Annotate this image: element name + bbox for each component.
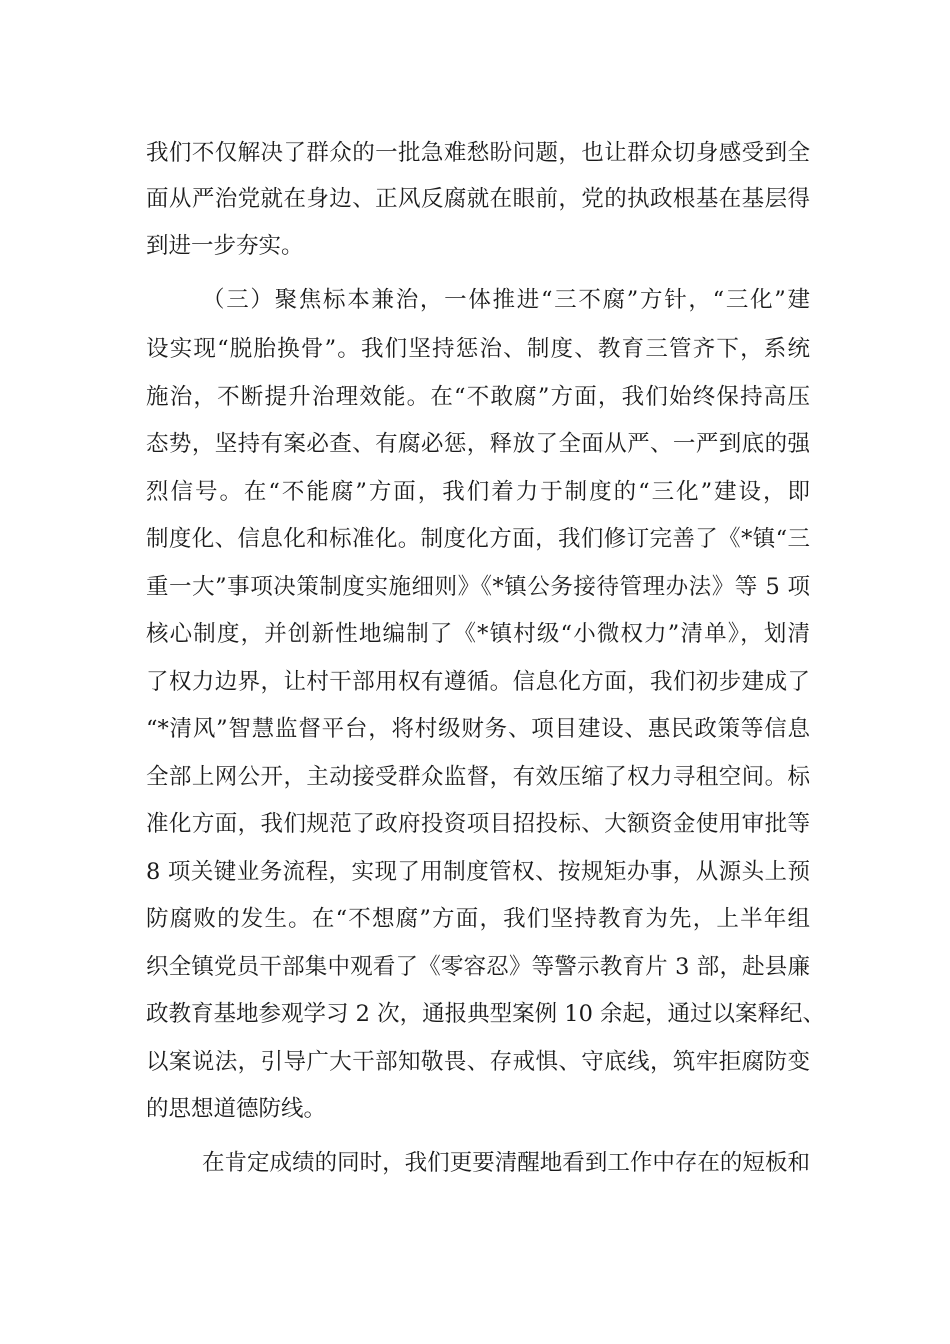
text-line: 政教育基地参观学习 2 次，通报典型案例 10 余起，通过以案释纪、 — [146, 1001, 826, 1027]
text-line: 面从严治党就在身边、正风反腐就在眼前，党的执政根基在基层得 — [146, 186, 810, 212]
paragraph-heading-line: （三）聚焦标本兼治，一体推进“三不腐”方针，“三化”建 — [202, 287, 810, 313]
text-line: 织全镇党员干部集中观看了《零容忍》等警示教育片 3 部，赴县廉 — [146, 954, 810, 980]
text-line: 我们不仅解决了群众的一批急难愁盼问题，也让群众切身感受到全 — [146, 140, 810, 166]
text-line: 重一大”事项决策制度实施细则》《*镇公务接待管理办法》等 5 项 — [146, 574, 810, 600]
text-line: 设实现“脱胎换骨”。我们坚持惩治、制度、教育三管齐下，系统 — [146, 336, 810, 362]
text-line: 了权力边界，让村干部用权有遵循。信息化方面，我们初步建成了 — [146, 669, 810, 695]
text-line: 全部上网公开，主动接受群众监督，有效压缩了权力寻租空间。标 — [146, 764, 810, 790]
text-line: “*清风”智慧监督平台，将村级财务、项目建设、惠民政策等信息 — [146, 716, 810, 742]
text-line: 态势，坚持有案必查、有腐必惩，释放了全面从严、一严到底的强 — [146, 431, 810, 457]
text-line: 在肯定成绩的同时，我们更要清醒地看到工作中存在的短板和 — [202, 1150, 810, 1176]
text-line: 防腐败的发生。在“不想腐”方面，我们坚持教育为先，上半年组 — [146, 906, 810, 932]
text-line: 8 项关键业务流程，实现了用制度管权、按规矩办事，从源头上预 — [146, 859, 810, 885]
text-line: 制度化、信息化和标准化。制度化方面，我们修订完善了《*镇“三 — [146, 526, 810, 552]
text-line: 以案说法，引导广大干部知敬畏、存戒惧、守底线，筑牢拒腐防变 — [146, 1049, 810, 1075]
text-line: 准化方面，我们规范了政府投资项目招投标、大额资金使用审批等 — [146, 811, 810, 837]
text-line: 的思想道德防线。 — [146, 1096, 327, 1122]
text-line: 核心制度，并创新性地编制了《*镇村级“小微权力”清单》，划清 — [146, 621, 810, 647]
text-line: 烈信号。在“不能腐”方面，我们着力于制度的“三化”建设，即 — [146, 479, 810, 505]
text-line: 施治，不断提升治理效能。在“不敢腐”方面，我们始终保持高压 — [146, 384, 810, 410]
text-line: 到进一步夯实。 — [146, 233, 304, 259]
